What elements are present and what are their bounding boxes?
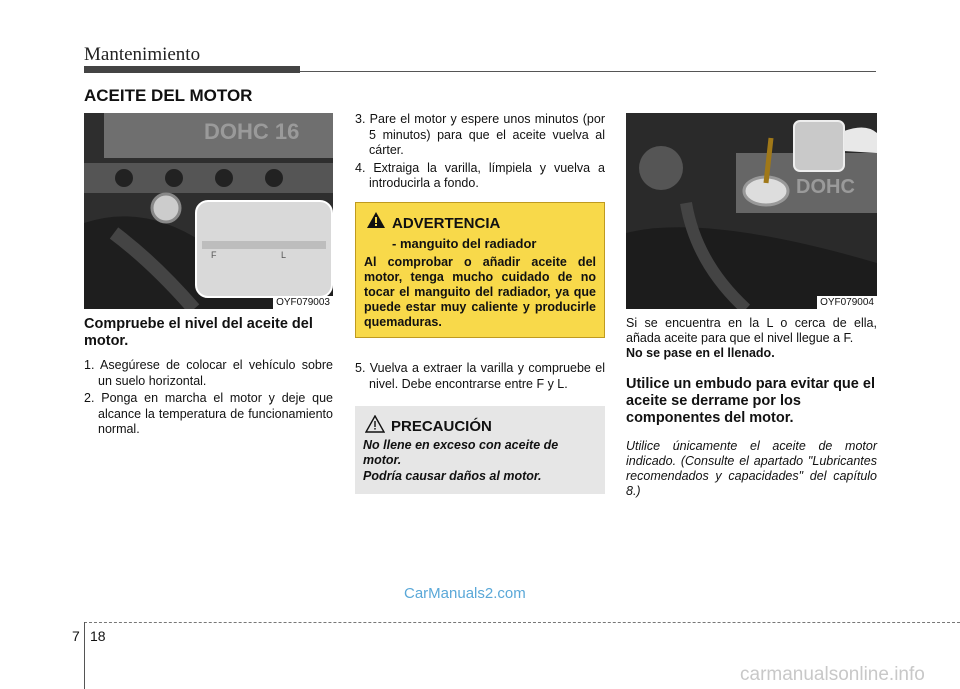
column-1-text xyxy=(84,316,333,440)
footer-vertical-rule xyxy=(84,622,85,689)
caution-triangle-icon xyxy=(365,415,385,433)
column-3-text xyxy=(626,316,877,499)
oil-funnel-photo xyxy=(626,113,877,309)
caution-line-2: Podría causar daños al motor. xyxy=(363,469,542,483)
column-2-step-5 xyxy=(355,361,605,394)
photo-code: OYF079003 xyxy=(273,296,333,309)
warning-subtitle: - manguito del radiador xyxy=(392,236,537,251)
photo-engine-label-2: DOHC xyxy=(796,176,855,198)
check-oil-heading: Compruebe el nivel del aceite del motor. xyxy=(84,316,313,349)
warning-triangle-icon xyxy=(366,211,386,229)
recommended-oil-note: Utilice únicamente el aceite de motor indicado. (Consulte el apartado "Lubricantes recomendados y capacidades" del capítulo 8.) xyxy=(626,439,877,498)
page-number: 18 xyxy=(90,628,106,644)
watermark-carmanuals2: CarManuals2.com xyxy=(404,585,526,602)
footer-dashed-rule xyxy=(84,622,960,623)
dipstick-l-mark: L xyxy=(281,250,287,260)
warning-body: Al comprobar o añadir aceite del motor, tenga mucho cuidado de no tocar el manguito del radiador, ya que puede estar muy caliente y producirle quemaduras. xyxy=(364,255,596,329)
column-2-steps xyxy=(355,112,605,194)
step-4: 4. Extraiga la varilla, límpiela y vuelva a introducirla a fondo. xyxy=(355,160,605,190)
warning-box xyxy=(355,202,605,338)
caution-line-1: No llene en exceso con aceite de motor. xyxy=(363,438,559,467)
header-bar xyxy=(84,66,300,73)
caution-title: PRECAUCIÓN xyxy=(391,418,492,435)
chapter-number: 7 xyxy=(72,628,80,644)
step-3: 3. Pare el motor y espere unos minutos (por 5 minutos) para que el aceite vuelva al cárter. xyxy=(355,112,605,157)
section-title: ACEITE DEL MOTOR xyxy=(84,86,253,105)
step-5: 5. Vuelva a extraer la varilla y compruebe el nivel. Debe encontrarse entre F y L. xyxy=(355,361,605,391)
header-rule xyxy=(300,71,876,72)
engine-dipstick-photo xyxy=(84,113,333,309)
page-header-title: Mantenimiento xyxy=(84,44,201,65)
watermark-carmanualsonline: carmanualsonline.info xyxy=(740,664,925,685)
dipstick-f-mark: F xyxy=(211,250,217,260)
photo-code-2: OYF079004 xyxy=(817,296,877,309)
fill-level-text: Si se encuentra en la L o cerca de ella, añada aceite para que el nivel llegue a F. xyxy=(626,316,877,345)
funnel-heading: Utilice un embudo para evitar que el aceite se derrame por los componentes del motor. xyxy=(626,376,875,426)
no-overfill-text: No se pase en el llenado. xyxy=(626,346,775,360)
caution-box xyxy=(355,406,605,494)
photo-engine-label: DOHC 16 xyxy=(204,119,300,144)
step-2: 2. Ponga en marcha el motor y deje que alcance la temperatura de funcionamiento normal. xyxy=(84,391,333,436)
warning-title: ADVERTENCIA xyxy=(392,215,501,232)
step-1: 1. Asegúrese de colocar el vehículo sobre un suelo horizontal. xyxy=(84,358,333,388)
